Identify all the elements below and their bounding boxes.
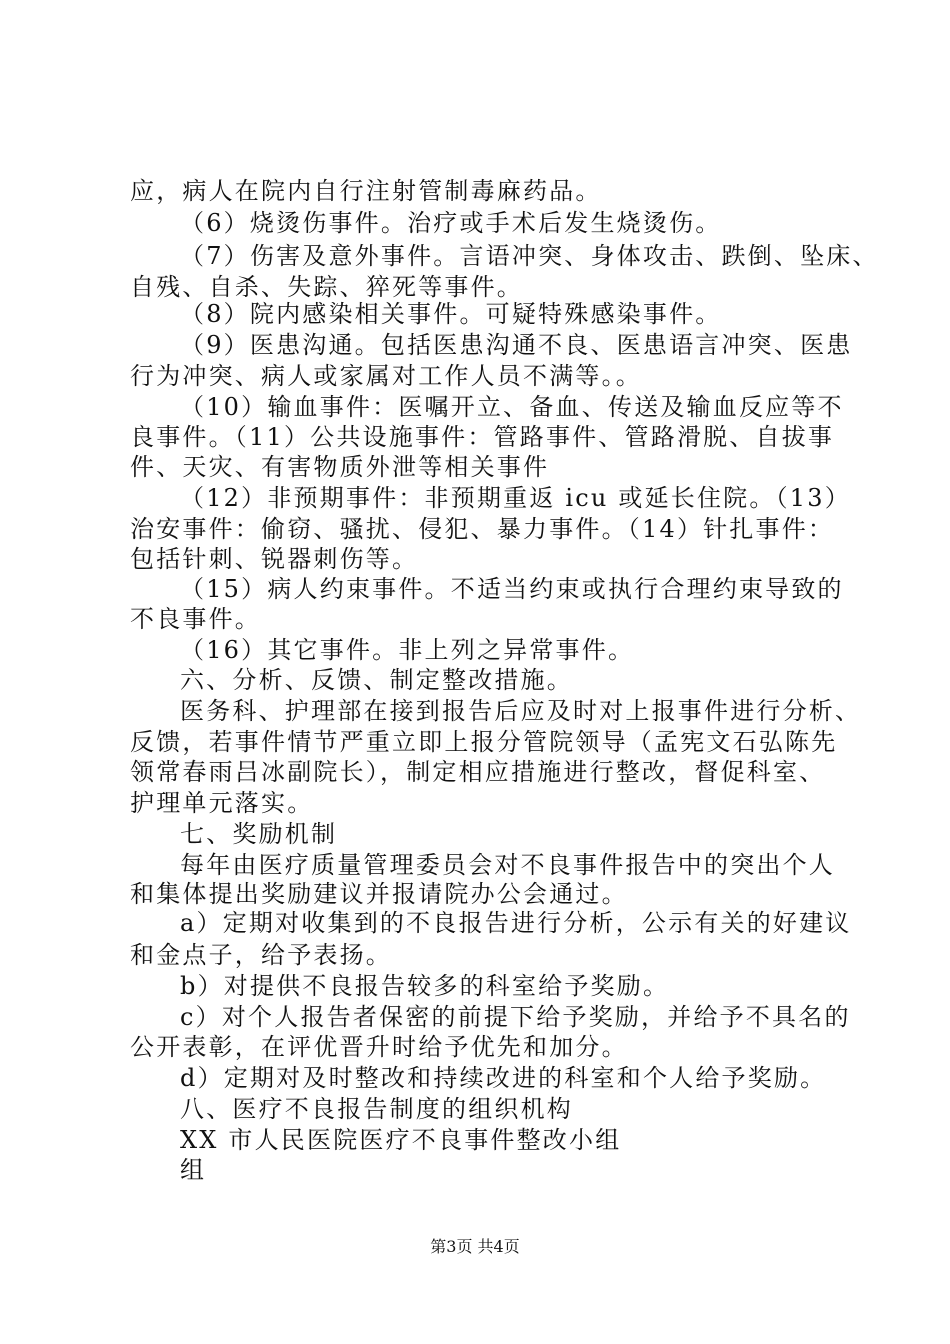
text-line: （16）其它事件。非上列之异常事件。	[180, 636, 635, 664]
text-line: 良事件。（11）公共设施事件：管路事件、管路滑脱、自拔事	[130, 423, 835, 451]
text-line: a）定期对收集到的不良报告进行分析，公示有关的好建议	[180, 909, 852, 937]
text-line: 不良事件。	[130, 605, 261, 633]
text-line: （8）院内感染相关事件。可疑特殊感染事件。	[180, 300, 722, 328]
text-line: 应，病人在院内自行注射管制毒麻药品。	[130, 177, 602, 205]
text-line: 自残、自杀、失踪、猝死等事件。	[130, 273, 523, 301]
section-heading: 八、医疗不良报告制度的组织机构	[180, 1095, 573, 1123]
text-line: 治安事件：偷窃、骚扰、侵犯、暴力事件。（14）针扎事件：	[130, 515, 835, 543]
text-line: XX 市人民医院医疗不良事件整改小组	[180, 1126, 622, 1154]
text-line: 公开表彰，在评优晋升时给予优先和加分。	[130, 1033, 628, 1061]
text-line: （9）医患沟通。包括医患沟通不良、医患语言冲突、医患	[180, 331, 853, 359]
text-line: 件、天灾、有害物质外泄等相关事件	[130, 453, 550, 481]
text-line: （7）伤害及意外事件。言语冲突、身体攻击、跌倒、坠床、	[180, 242, 879, 270]
text-line: （6）烧烫伤事件。治疗或手术后发生烧烫伤。	[180, 209, 722, 237]
text-line: （15）病人约束事件。不适当约束或执行合理约束导致的	[180, 575, 844, 603]
text-line: 包括针刺、锐器刺伤等。	[130, 545, 419, 573]
text-line: d）定期对及时整改和持续改进的科室和个人给予奖励。	[180, 1064, 827, 1092]
text-line: b）对提供不良报告较多的科室给予奖励。	[180, 972, 670, 1000]
text-line: 医务科、护理部在接到报告后应及时对上报事件进行分析、	[180, 697, 862, 725]
page-footer: 第3页 共4页	[430, 1237, 520, 1256]
text-line: （12）非预期事件：非预期重返 icu 或延长住院。（13）	[180, 484, 851, 512]
text-line: 和集体提出奖励建议并报请院办公会通过。	[130, 880, 628, 908]
text-line: 领常春雨吕冰副院长），制定相应措施进行整改，督促科室、	[130, 758, 826, 786]
text-line: 和金点子，给予表扬。	[130, 941, 392, 969]
text-line: （10）输血事件：医嘱开立、备血、传送及输血反应等不	[180, 393, 844, 421]
text-line: 每年由医疗质量管理委员会对不良事件报告中的突出个人	[180, 851, 835, 879]
text-line: 反馈，若事件情节严重立即上报分管院领导（孟宪文石弘陈先	[130, 728, 838, 756]
text-line: 护理单元落实。	[130, 789, 314, 817]
text-line: 组	[180, 1156, 207, 1184]
section-heading: 六、分析、反馈、制定整改措施。	[180, 666, 573, 694]
section-heading: 七、奖励机制	[180, 820, 338, 848]
text-line: c）对个人报告者保密的前提下给予奖励，并给予不具名的	[180, 1003, 851, 1031]
text-line: 行为冲突、病人或家属对工作人员不满等。。	[130, 362, 642, 390]
